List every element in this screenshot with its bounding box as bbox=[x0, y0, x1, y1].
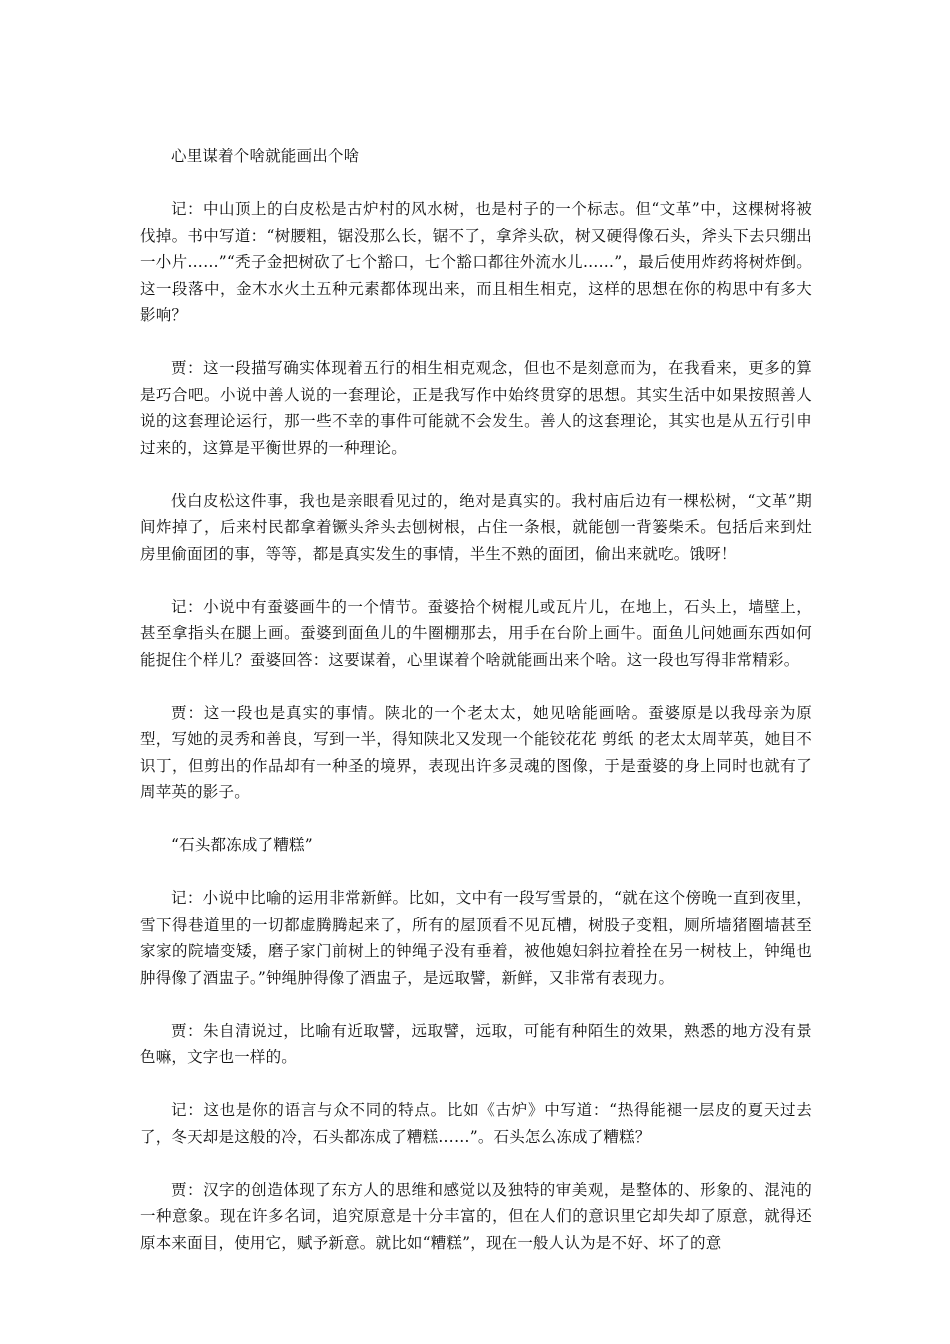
paragraph: 记：中山顶上的白皮松是古炉村的风水树，也是村子的一个标志。但“文革”中，这棵树将被伐掉。书中写道：“树腰粗，锯没那么长，锯不了，拿斧头砍，树又硬得像石头，斧头下去只绷出一小片……”“秃子金把树砍了七个豁口，七个豁口都往外流水儿……”，最后使用炸药将树炸倒。这一段落中，金木水火土五种元素都体现出来，而且相生相克，这样的思想在你的构思中有多大影响？ bbox=[140, 200, 812, 324]
paragraph: 记：这也是你的语言与众不同的特点。比如《古炉》中写道：“热得能褪一层皮的夏天过去了，冬天却是这般的冷，石头都冻成了糟糕……”。石头怎么冻成了糟糕？ bbox=[140, 1101, 812, 1146]
paragraph: 贾：这一段描写确实体现着五行的相生相克观念，但也不是刻意而为，在我看来，更多的算是巧合吧。小说中善人说的一套理论，正是我写作中始终贯穿的思想。其实生活中如果按照善人说的这套理论运行，那一些不幸的事件可能就不会发生。善人的这套理论，其实也是从五行引申过来的，这算是平衡世界的一种理论。 bbox=[140, 359, 812, 457]
document-body bbox=[140, 143, 812, 1283]
paragraph: 伐白皮松这件事，我也是亲眼看见过的，绝对是真实的。我村庙后边有一棵松树，“文革”期间炸掉了，后来村民都拿着镢头斧头去刨树根，占住一条根，就能刨一背篓柴禾。包括后来到灶房里偷面团的事，等等，都是真实发生的事情，半生不熟的面团，偷出来就吃。饿呀！ bbox=[140, 491, 812, 563]
section-heading: 心里谋着个啥就能画出个啥 bbox=[171, 147, 360, 165]
paragraph: 贾：这一段也是真实的事情。陕北的一个老太太，她见啥能画啥。蚕婆原是以我母亲为原型，写她的灵秀和善良，写到一半，得知陕北又发现一个能铰花花 剪纸 的老太太周苹英，她目不识丁，但剪出的作品却有一种圣的境界，表现出许多灵魂的图像，于是蚕婆的身上同时也就有了周苹英的影子。 bbox=[140, 703, 812, 801]
paragraph: 记：小说中有蚕婆画牛的一个情节。蚕婆拾个树棍儿或瓦片儿，在地上，石头上，墙壁上，甚至拿指头在腿上画。蚕婆到面鱼儿的牛圈棚那去，用手在台阶上画牛。面鱼儿问她画东西如何能捉住个样儿？蚕婆回答：这要谋着，心里谋着个啥就能画出来个啥。这一段也写得非常精彩。 bbox=[140, 597, 812, 669]
paragraph: 贾：朱自清说过，比喻有近取譬，远取譬，远取，可能有种陌生的效果，熟悉的地方没有景色嘛，文字也一样的。 bbox=[140, 1021, 812, 1066]
paragraph: 贾：汉字的创造体现了东方人的思维和感觉以及独特的审美观，是整体的、形象的、混沌的一种意象。现在许多名词，追究原意是十分丰富的，但在人们的意识里它却失却了原意，就得还原本来面目，使用它，赋予新意。就比如“糟糕”，现在一般人认为是不好、坏了的意 bbox=[140, 1180, 812, 1252]
section-heading: “石头都冻成了糟糕” bbox=[171, 836, 313, 854]
paragraph: 记：小说中比喻的运用非常新鲜。比如，文中有一段写雪景的，“就在这个傍晚一直到夜里，雪下得巷道里的一切都虚腾腾起来了，所有的屋顶看不见瓦槽，树股子变粗，厕所墙猪圈墙甚至家家的院墙变矮，磨子家门前树上的钟绳子没有垂着，被他媳妇斜拉着拴在另一树枝上，钟绳也肿得像了酒盅子。”钟绳肿得像了酒盅子，是远取譬，新鲜，又非常有表现力。 bbox=[140, 889, 812, 987]
